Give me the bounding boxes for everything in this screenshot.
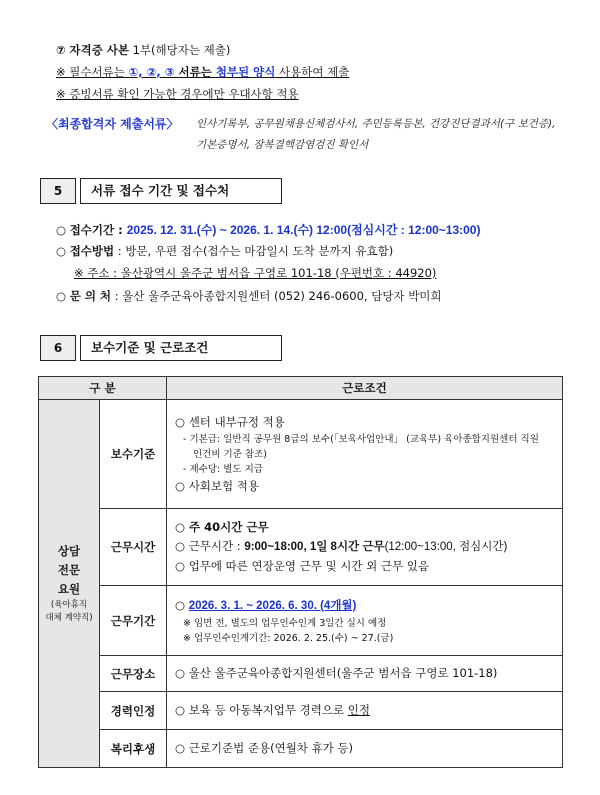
period-content — [167, 586, 563, 656]
hours-line1: ○ 주 40시간 근무 — [175, 520, 269, 534]
note1-nums: ①, ②, ③ — [128, 65, 175, 79]
hours-line2-pre: ○ 근무시간 : — [175, 539, 245, 553]
section6-title: 보수기준 및 근로조건 — [80, 335, 282, 361]
hours-content — [167, 509, 563, 586]
contact-value: : 울산 울주군육아종합지원센터 (052) 246-0600, 담당자 박미희 — [111, 289, 442, 303]
position-note2: 대체 계약직) — [45, 613, 93, 623]
note1-post: 사용하여 제출 — [275, 65, 350, 79]
position-line3: 요원 — [57, 582, 81, 596]
place-line1: ○ 울산 울주군육아종합지원센터(울주군 범서읍 구영로 101-18) — [175, 666, 498, 680]
item7-mark: ⑦ — [56, 43, 66, 57]
hours-line3: ○ 업무에 따른 연장운영 근무 및 시간 외 근무 있음 — [175, 559, 430, 573]
place-label: 근무장소 — [100, 656, 167, 692]
pay-line3: 인건비 기준 참조) — [193, 448, 267, 460]
pay-content — [167, 400, 563, 509]
conditions-table — [38, 376, 563, 768]
period-line2: ※ 임면 전, 별도의 업무인수인계 3일간 실시 예정 — [183, 617, 387, 629]
hours-label: 근무시간 — [100, 509, 167, 586]
position-note1: (육아휴직 — [50, 600, 88, 610]
period-line1-mark: ○ — [175, 597, 189, 612]
final-docs-line1: 인사기록부, 공무원채용신체검사서, 주민등록등본, 건강진단결과서(구 보건증), — [196, 118, 556, 130]
header-category: 구 분 — [39, 377, 167, 400]
evidence-note: ※ 증빙서류 확인 가능한 경우에만 우대사항 적용 — [56, 87, 299, 101]
pay-line1: ○ 센터 내부규정 적용 — [175, 414, 285, 429]
pay-line2: - 기본급: 일반직 공무원 8급의 보수(「보육사업안내」 (교육부) 육아종합지원센터 직원 — [183, 433, 539, 445]
career-content — [167, 692, 563, 730]
item7-rest: 1부(해당자는 제출) — [132, 43, 231, 57]
career-label: 경력인정 — [100, 692, 167, 730]
receipt-method-label: 접수방법 — [69, 244, 115, 258]
period-line1-value: 2026. 3. 1. ~ 2026. 6. 30. (4개월) — [188, 599, 357, 612]
item7-label: 자격증 사본 — [69, 43, 129, 57]
pay-label: 보수기준 — [100, 400, 167, 509]
pay-line4: - 제수당: 별도 지급 — [183, 463, 263, 475]
section5-number: 5 — [40, 178, 76, 204]
welfare-content — [167, 730, 563, 768]
hours-line2 — [175, 537, 556, 557]
period-line3: ※ 업무인수인계기간: 2026. 2. 25.(수) ~ 27.(금) — [183, 632, 394, 644]
welfare-line1: ○ 근로기준법 준용(연월차 휴가 등) — [175, 741, 354, 755]
career-line1-underlined: 인정 — [347, 703, 370, 717]
receipt-period-label: 접수기간 : — [69, 223, 127, 237]
header-conditions: 근로조건 — [167, 377, 563, 400]
final-docs-line2: 기본증명서, 잠복결핵감염검진 확인서 — [196, 139, 369, 151]
hours-line2-bold: 9:00~18:00, 1일 8시간 근무 — [244, 541, 385, 553]
receipt-method: ○ 접수방법 : 방문, 우편 접수(접수는 마감일시 도착 분까지 유효함) — [56, 244, 394, 258]
place-content — [167, 656, 563, 692]
career-line1-pre: ○ 보육 등 아동복지업무 경력으로 — [175, 703, 348, 717]
receipt-method-value: : 방문, 우편 접수(접수는 마감일시 도착 분까지 유효함) — [114, 244, 394, 258]
contact: ○ 문 의 처 : 울산 울주군육아종합지원센터 (052) 246-0600, 담당자 박미희 — [56, 289, 442, 303]
receipt-period-value: 2025. 12. 31.(수) ~ 2026. 1. 14.(수) 12:00(점심시간 : 12:00~13:00) — [126, 223, 481, 237]
note1-pre: ※ 필수서류는 — [56, 65, 129, 79]
contact-label: 문 의 처 — [69, 289, 112, 303]
required-docs-note — [56, 64, 349, 80]
receipt-period: ○ 접수기간 : 2025. 12. 31.(수) ~ 2026. 1. 14.(수) 12:00(점심시간 : 12:00~13:00) — [56, 223, 481, 237]
position-cell — [39, 400, 100, 768]
position-line1: 상담 — [57, 544, 81, 558]
note1-mid: 서류는 — [174, 65, 216, 79]
final-docs-label: 〈최종합격자 제출서류〉 — [46, 117, 179, 131]
item7-line — [56, 42, 230, 58]
welfare-label: 복리후생 — [100, 730, 167, 768]
position-line2: 전문 — [57, 563, 81, 577]
section5-title: 서류 접수 기간 및 접수처 — [80, 178, 282, 204]
pay-line5: ○ 사회보험 적용 — [175, 478, 259, 493]
hours-line2-post: (12:00~13:00, 점심시간) — [384, 541, 508, 553]
note1-form: 첨부된 양식 — [215, 65, 276, 79]
receipt-address: ※ 주소 : 울산광역시 울주군 범서읍 구영로 101-18 (우편번호 : 44920) — [74, 266, 437, 280]
period-label: 근무기간 — [100, 586, 167, 656]
section6-number: 6 — [40, 335, 76, 361]
